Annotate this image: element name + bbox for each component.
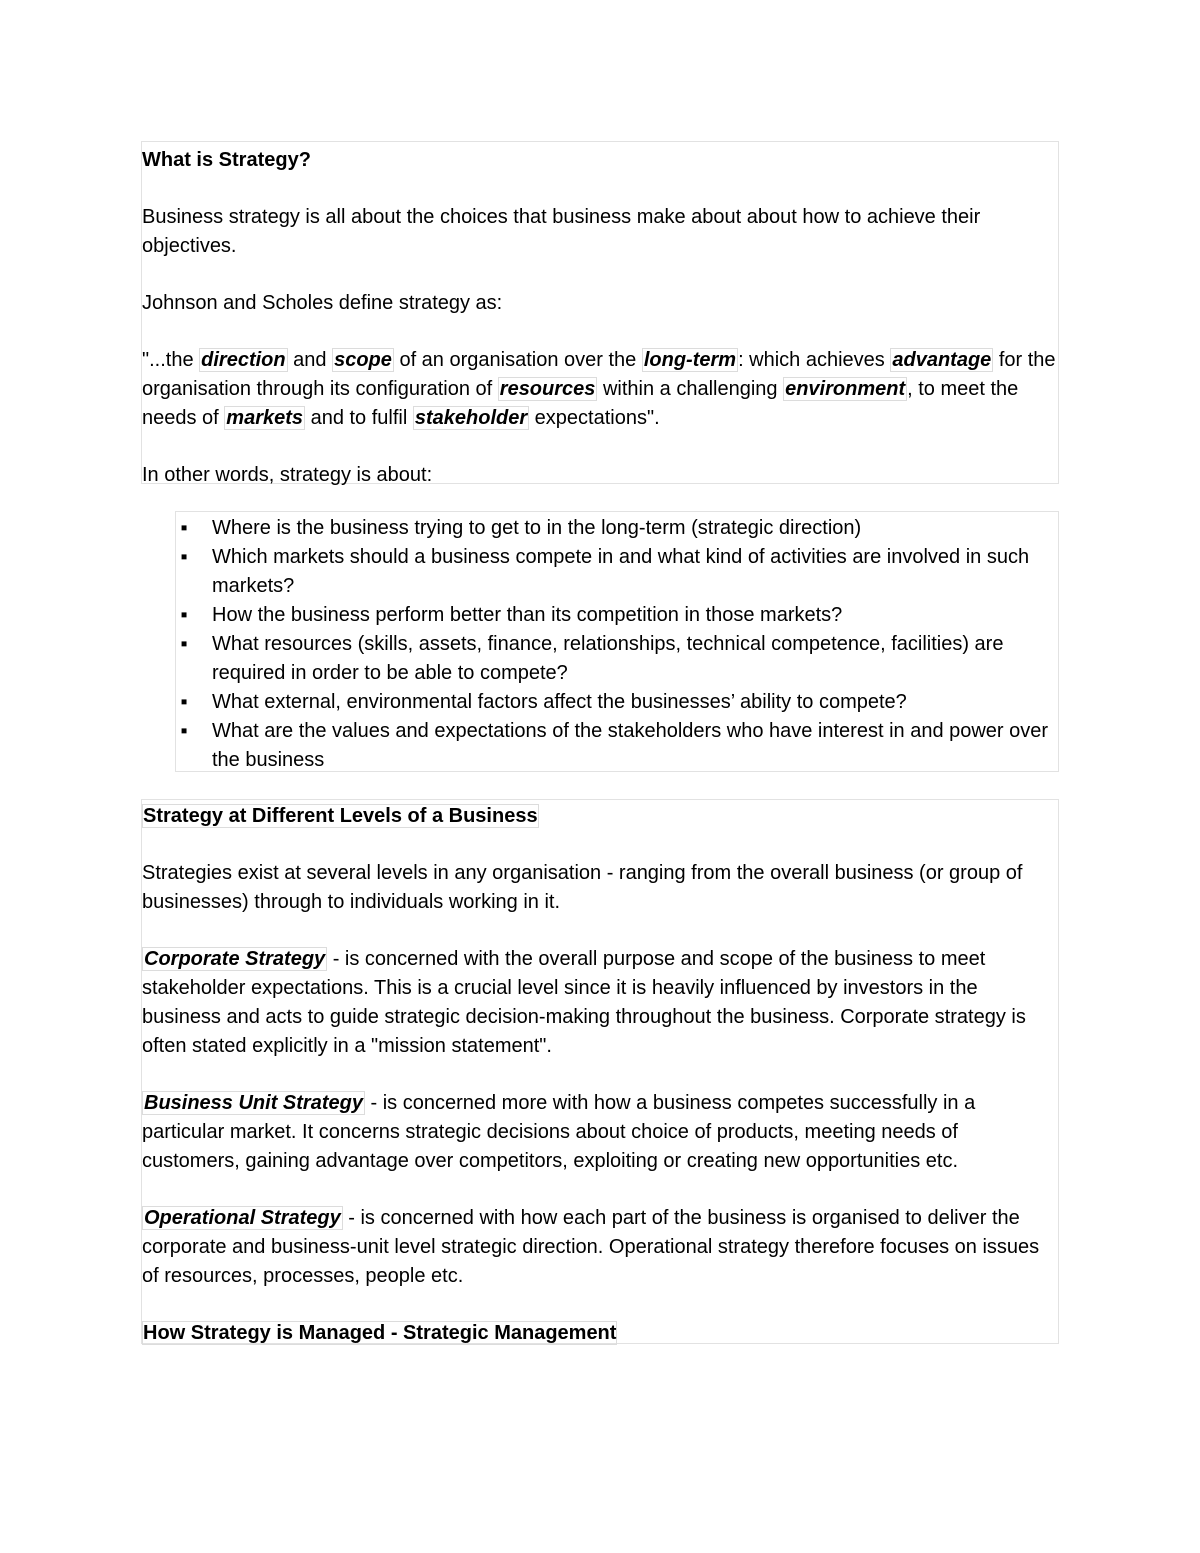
- list-item-text: How the business perform better than its competition in those markets?: [212, 604, 843, 626]
- term-markets: markets: [226, 407, 304, 429]
- other-words-lead: In other words, strategy is about:: [142, 464, 433, 486]
- section-strategy-levels: [141, 799, 1059, 1344]
- bullet-icon: ▪: [180, 633, 188, 655]
- heading-strategic-management: How Strategy is Managed - Strategic Management: [143, 1322, 617, 1344]
- term-corporate-strategy: Corporate Strategy: [144, 948, 326, 970]
- list-item: [176, 630, 1058, 688]
- term-resources: resources: [499, 378, 596, 400]
- operational-strategy-paragraph: [142, 1204, 1058, 1291]
- term-business-unit-strategy: Business Unit Strategy: [144, 1092, 363, 1114]
- quote-text: of an organisation over the: [393, 349, 642, 371]
- strategy-definition-quote: [142, 346, 1058, 433]
- term-advantage: advantage: [892, 349, 992, 371]
- levels-intro: Strategies exist at several levels in any organisation - ranging from the overall business (or group of businesses) through to individuals working in it.: [142, 862, 1023, 913]
- quote-text: within a challenging: [597, 378, 784, 400]
- term-scope: scope: [334, 349, 392, 371]
- quote-text: , to meet the needs of: [142, 378, 1019, 429]
- intro-paragraph: Business strategy is all about the choices that business make about about how to achieve their objectives.: [142, 206, 981, 257]
- quote-text: : which achieves: [738, 349, 891, 371]
- heading-strategic-management-wrap: [142, 1319, 1058, 1348]
- bullet-icon: ▪: [180, 546, 188, 568]
- term-stakeholder: stakeholder: [414, 407, 528, 429]
- list-item-text: Where is the business trying to get to in the long-term (strategic direction): [212, 517, 862, 539]
- list-item-text: What resources (skills, assets, finance, relationships, technical competence, facilities) are required in order to be able to compete?: [212, 633, 1004, 684]
- bullet-icon: ▪: [180, 604, 188, 626]
- term-environment: environment: [785, 378, 906, 400]
- corporate-strategy-text: - is concerned with the overall purpose and scope of the business to meet stakeholder expectations. This is a crucial level since it is heavily influenced by investors in the business and acts to guide strategic decision-making throughout the business. Corporate strategy is often stated explicitly in a "mission statement".: [142, 948, 1026, 1057]
- list-item-text: Which markets should a business compete in and what kind of activities are involved in such markets?: [212, 546, 1030, 597]
- list-item-text: What are the values and expectations of the stakeholders who have interest in and power over the business: [212, 720, 1049, 771]
- definition-lead: Johnson and Scholes define strategy as:: [142, 292, 503, 314]
- quote-text: "...the: [142, 349, 200, 371]
- operational-strategy-text: - is concerned with how each part of the business is organised to deliver the corporate and business-unit level strategic direction. Operational strategy therefore focuses on issues of resources, processes, people etc.: [142, 1207, 1040, 1287]
- list-item: [176, 601, 1058, 630]
- corporate-strategy-paragraph: [142, 945, 1058, 1061]
- list-item: [176, 717, 1058, 775]
- quote-text: expectations".: [529, 407, 660, 429]
- section-what-is-strategy: [141, 141, 1059, 484]
- heading-strategy-levels: Strategy at Different Levels of a Business: [143, 805, 538, 827]
- bullet-icon: ▪: [180, 517, 188, 539]
- business-unit-strategy-text: - is concerned more with how a business competes successfully in a particular market. It concerns strategic decisions about choice of products, meeting needs of customers, gaining advantage over competitors, exploiting or creating new opportunities etc.: [142, 1092, 976, 1172]
- term-direction: direction: [201, 349, 286, 371]
- quote-text: for the organisation through its configuration of: [142, 349, 1056, 400]
- bullet-icon: ▪: [180, 691, 188, 713]
- quote-text: and to fulfil: [305, 407, 413, 429]
- business-unit-strategy-paragraph: [142, 1089, 1058, 1176]
- heading-what-is-strategy: What is Strategy?: [142, 149, 311, 171]
- list-item: [176, 543, 1058, 601]
- list-item-text: What external, environmental factors affect the businesses’ ability to compete?: [212, 691, 907, 713]
- term-long-term: long-term: [643, 349, 737, 371]
- bullet-icon: ▪: [180, 720, 188, 742]
- quote-text: and: [287, 349, 333, 371]
- list-item: [176, 688, 1058, 717]
- term-operational-strategy: Operational Strategy: [144, 1207, 341, 1229]
- heading-strategy-levels-wrap: [142, 802, 1058, 831]
- list-item: [176, 514, 1058, 543]
- strategy-bullet-list: [175, 511, 1059, 772]
